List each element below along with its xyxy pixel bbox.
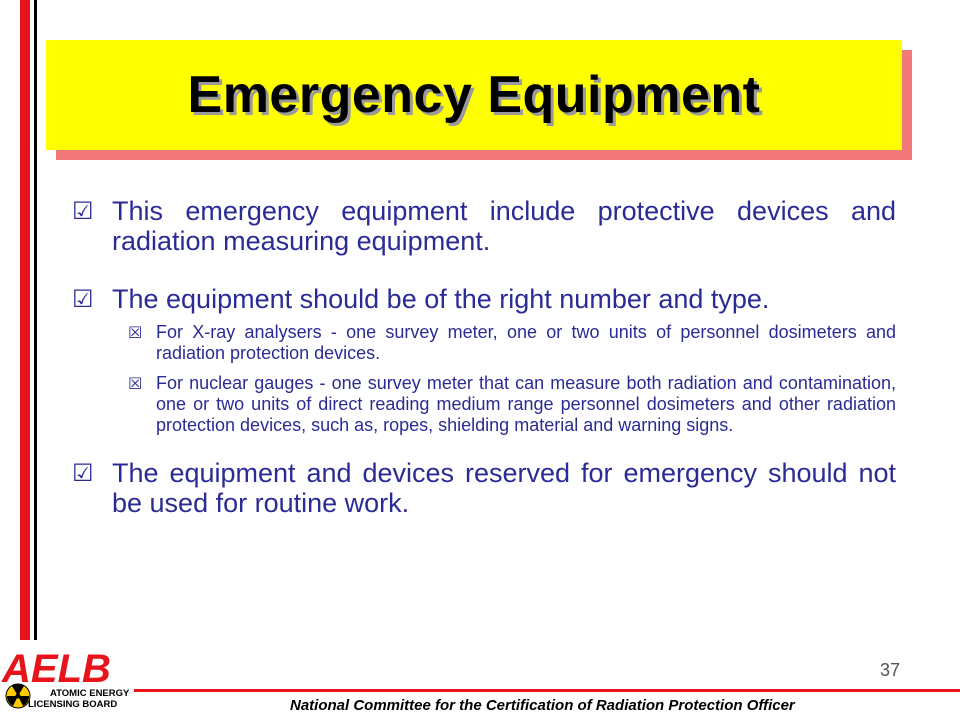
logo-line-1: ATOMIC ENERGY <box>50 688 130 699</box>
left-red-bar <box>20 0 30 640</box>
cross-box-icon: ☒ <box>128 323 143 342</box>
sub-bullet-item <box>128 373 896 436</box>
logo-line-2: LICENSING BOARD <box>28 699 118 710</box>
bullet-item <box>72 458 896 518</box>
sub-bullet-text: For X-ray analysers - one survey meter, one or two units of personnel dosimeters and radiation protection devices. <box>156 322 896 363</box>
checkbox-icon: ☑ <box>72 285 94 313</box>
slide-content <box>72 196 896 518</box>
footer-divider <box>134 689 960 692</box>
logo-letters: AELB <box>2 647 111 691</box>
checkbox-icon: ☑ <box>72 197 94 225</box>
cross-box-icon: ☒ <box>128 374 143 393</box>
bullet-item <box>72 284 896 314</box>
sub-bullet-item <box>128 322 896 364</box>
bullet-item <box>72 196 896 256</box>
bullet-text: The equipment should be of the right number and type. <box>112 284 770 314</box>
bullet-text: The equipment and devices reserved for emergency should not be used for routine work. <box>112 458 896 518</box>
footer-text: National Committee for the Certification of Radiation Protection Officer <box>290 697 795 714</box>
bullet-text: This emergency equipment include protective devices and radiation measuring equipment. <box>112 196 896 256</box>
title-banner <box>46 40 902 150</box>
checkbox-icon: ☑ <box>72 459 94 487</box>
sub-bullet-text: For nuclear gauges - one survey meter that can measure both radiation and contamination, one or two units of direct reading medium range personnel dosimeters and other radiation protection devices, such as, ropes, shielding material and warning signs. <box>156 373 896 435</box>
left-black-bar <box>34 0 37 640</box>
page-number: 37 <box>880 660 901 680</box>
page-title: Emergency Equipment <box>187 66 761 124</box>
